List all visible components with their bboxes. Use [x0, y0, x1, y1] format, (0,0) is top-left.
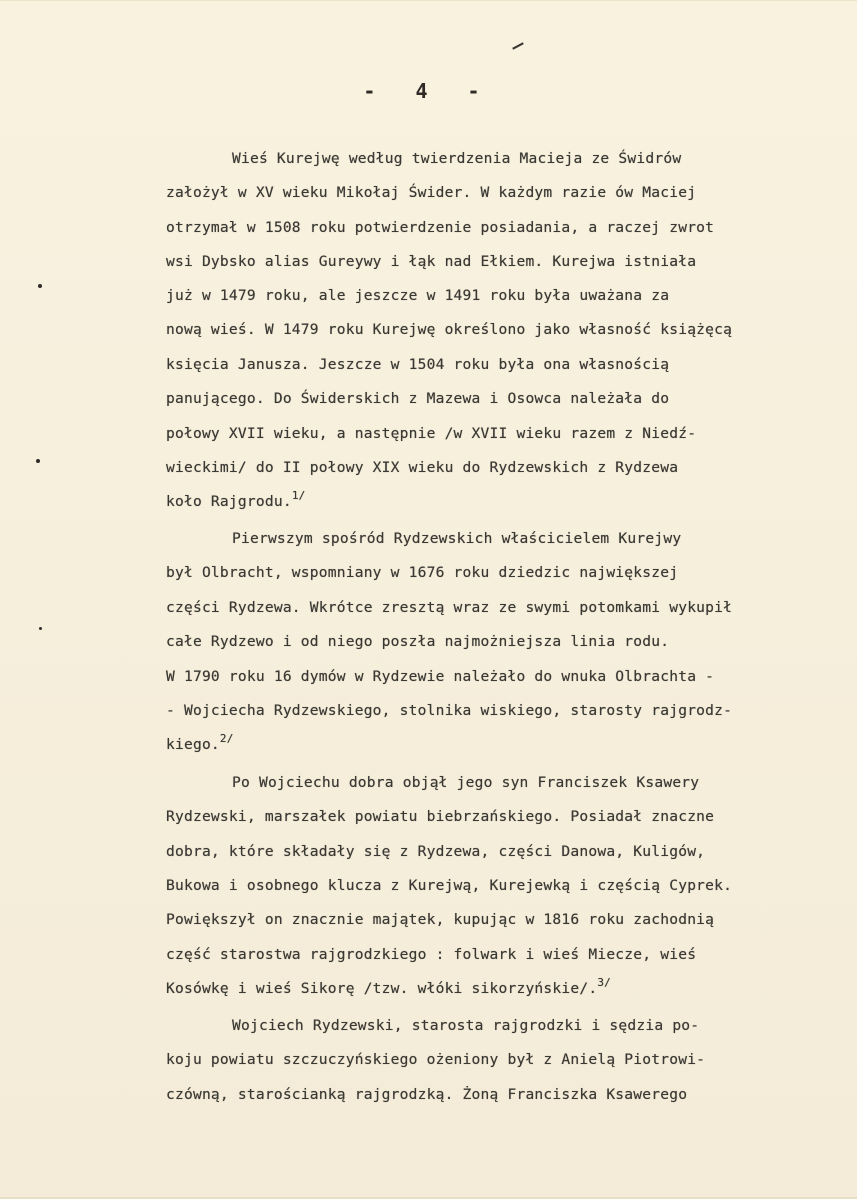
- text-line: [166, 458, 678, 478]
- line-text: księcia Janusza. Jeszcze w 1504 roku była ona własnością: [166, 356, 670, 373]
- text-line: [166, 876, 732, 896]
- line-text: Rydzewski, marszałek powiatu biebrzańskiego. Posiadał znaczne: [166, 808, 715, 825]
- text-line: [166, 632, 669, 652]
- text-line: [166, 389, 669, 409]
- line-text: koło Rajgrodu.: [166, 493, 292, 510]
- text-line: [166, 489, 306, 512]
- line-text: W 1790 roku 16 dymów w Rydzewie należało do wnuka Olbrachta -: [166, 668, 715, 685]
- text-line: [166, 667, 714, 687]
- text-line: [166, 842, 705, 862]
- text-line: [166, 701, 732, 721]
- pen-mark: [512, 42, 524, 49]
- line-text: Po Wojciechu dobra objął jego syn Franciszek Ksawery: [232, 774, 700, 791]
- line-text: połowy XVII wieku, a następnie /w XVII wieku razem z Niedź-: [166, 425, 697, 442]
- line-text: czówną, starościanką rajgrodzką. Żoną Franciszka Ksawerego: [166, 1086, 688, 1103]
- text-line: [232, 529, 681, 549]
- text-line: [166, 976, 611, 999]
- text-line: [166, 424, 696, 444]
- line-text: część starostwa rajgrodzkiego : folwark i wieś Miecze, wieś: [166, 946, 697, 963]
- line-text: Wojciech Rydzewski, starosta rajgrodzki i sędzia po-: [232, 1017, 700, 1034]
- line-text: Kosówkę i wieś Sikorę /tzw. włóki sikorzyńskie/.: [166, 980, 598, 997]
- line-text: Powiększył on znacznie majątek, kupując w 1816 roku zachodnią: [166, 911, 715, 928]
- line-text: był Olbracht, wspomniany w 1676 roku dziedzic największej: [166, 564, 679, 581]
- line-text: już w 1479 roku, ale jeszcze w 1491 roku była uważana za: [166, 287, 670, 304]
- punch-hole-mark: [39, 627, 42, 630]
- line-text: Bukowa i osobnego klucza z Kurejwą, Kurejewką i częścią Cyprek.: [166, 877, 733, 894]
- punch-hole-mark: [38, 284, 42, 288]
- page-number: - 4 -: [363, 79, 494, 103]
- text-line: [166, 252, 696, 272]
- line-text: dobra, które składały się z Rydzewa, części Danowa, Kuligów,: [166, 843, 706, 860]
- footnote-ref: 3/: [597, 976, 611, 989]
- punch-hole-mark: [36, 459, 40, 463]
- line-text: otrzymał w 1508 roku potwierdzenie posiadania, a raczej zwrot: [166, 219, 715, 236]
- line-text: wieckimi/ do II połowy XIX wieku do Rydzewskich z Rydzewa: [166, 459, 679, 476]
- text-line: [232, 773, 699, 793]
- text-line: [166, 732, 234, 755]
- line-text: Pierwszym spośród Rydzewskich właścicielem Kurejwy: [232, 530, 682, 547]
- line-text: - Wojciecha Rydzewskiego, stolnika wiskiego, starosty rajgrodz-: [166, 702, 733, 719]
- text-line: [166, 1050, 705, 1070]
- text-line: [166, 183, 696, 203]
- footnote-ref: 1/: [291, 489, 306, 502]
- line-text: założył w XV wieku Mikołaj Świder. W każdym razie ów Maciej: [166, 184, 697, 201]
- line-text: całe Rydzewo i od niego poszła najmożniejsza linia rodu.: [166, 633, 670, 650]
- text-line: [166, 807, 714, 827]
- line-text: nową wieś. W 1479 roku Kurejwę określono jako własność książęcą: [166, 321, 733, 338]
- line-text: wsi Dybsko alias Gureywy i łąk nad Ełkiem. Kurejwa istniała: [166, 253, 697, 270]
- text-line: [166, 286, 669, 306]
- text-line: [232, 149, 681, 169]
- text-line: [166, 320, 732, 340]
- footnote-ref: 2/: [219, 732, 234, 745]
- line-text: części Rydzewa. Wkrótce zresztą wraz ze swymi potomkami wykupił: [166, 599, 733, 616]
- text-line: [166, 910, 714, 930]
- text-line: [166, 218, 714, 238]
- line-text: koju powiatu szczuczyńskiego ożeniony był z Anielą Piotrowi-: [166, 1051, 706, 1068]
- line-text: panującego. Do Świderskich z Mazewa i Osowca należała do: [166, 390, 670, 407]
- line-text: kiego.: [166, 736, 220, 753]
- text-line: [232, 1016, 699, 1036]
- text-line: [166, 563, 678, 583]
- line-text: Wieś Kurejwę według twierdzenia Macieja ze Świdrów: [232, 150, 682, 167]
- text-line: [166, 945, 696, 965]
- text-line: [166, 598, 732, 618]
- text-line: [166, 1085, 687, 1105]
- text-line: [166, 355, 669, 375]
